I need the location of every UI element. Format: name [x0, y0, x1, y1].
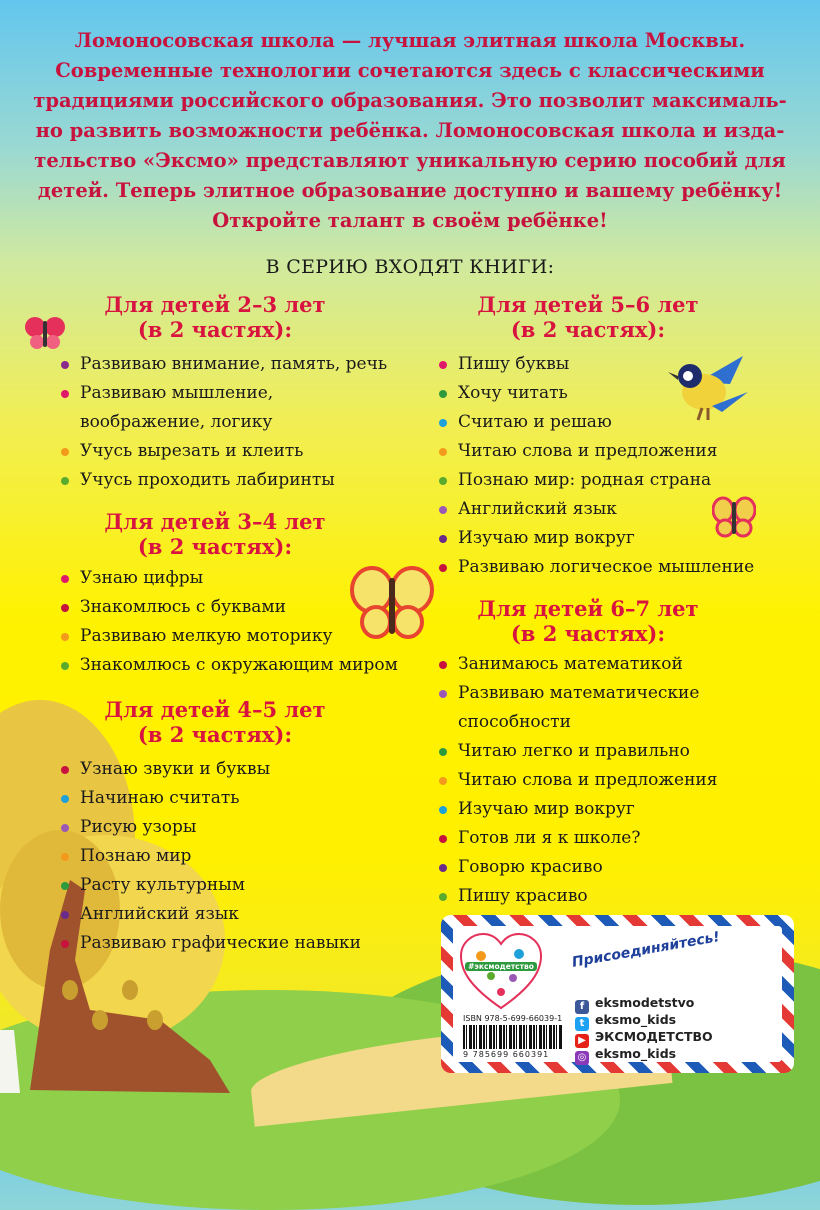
bullet-icon: [61, 766, 69, 774]
group-5-6: [438, 292, 738, 342]
bullet-icon: [61, 361, 69, 369]
bullet-icon: [439, 448, 447, 456]
book-title: Готов ли я к школе?: [458, 828, 641, 848]
book-title: Считаю и решаю: [458, 412, 612, 432]
book-title: Познаю мир: родная страна: [458, 470, 712, 490]
youtube-icon: ▶: [575, 1034, 589, 1048]
book-title: Занимаюсь математикой: [458, 654, 683, 674]
book-list-3-4: [60, 564, 410, 680]
list-item: [438, 882, 778, 911]
book-title: Пишу буквы: [458, 354, 570, 374]
social-label: ЭКСМОДЕТСТВО: [595, 1029, 713, 1044]
group-title: Для детей 5–6 лет: [477, 292, 699, 317]
bullet-icon: [61, 824, 69, 832]
airmail-sticker: [453, 926, 782, 1062]
book-title: Английский язык: [458, 499, 617, 519]
book-list-2-3: [60, 350, 390, 495]
birch-trunk: [0, 1030, 20, 1093]
list-item: [438, 679, 748, 737]
book-title: Рисую узоры: [80, 817, 197, 837]
list-item: [60, 871, 390, 900]
bullet-icon: [61, 604, 69, 612]
list-item: [60, 842, 390, 871]
book-title: Пишу красиво: [458, 886, 588, 906]
intro-line: Современные технологии сочетаются здесь с классическими: [55, 59, 765, 82]
list-item: [60, 466, 390, 495]
book-title: Развиваю мелкую моторику: [80, 626, 333, 646]
group-title: Для детей 4–5 лет: [104, 697, 326, 722]
book-title: Знакомлюсь с буквами: [80, 597, 286, 617]
list-item: [438, 853, 778, 882]
book-title: Развиваю внимание, память, речь: [80, 354, 388, 374]
book-title: Учусь проходить лабиринты: [80, 470, 335, 490]
bullet-icon: [439, 419, 447, 427]
list-item: [60, 622, 410, 651]
intro-line: традициями российского образования. Это позволит максималь-: [33, 89, 787, 112]
social-facebook[interactable]: [575, 994, 694, 1012]
group-title: Для детей 2–3 лет: [104, 292, 326, 317]
barcode-digits: 9 785699 660391: [463, 1050, 550, 1059]
book-title: Говорю красиво: [458, 857, 603, 877]
intro-line: детей. Теперь элитное образование доступно и вашему ребёнку!: [37, 179, 783, 202]
book-title: Начинаю считать: [80, 788, 240, 808]
group-subtitle: (в 2 частях):: [510, 317, 666, 342]
book-title: Читаю легко и правильно: [458, 741, 690, 761]
book-title: Расту культурным: [80, 875, 245, 895]
social-twitter[interactable]: [575, 1011, 676, 1029]
bullet-icon: [61, 448, 69, 456]
barcode: [463, 1025, 563, 1049]
intro-line: Откройте талант в своём ребёнке!: [212, 209, 608, 232]
list-item: [438, 795, 778, 824]
book-title: Читаю слова и предложения: [458, 441, 718, 461]
list-item: [438, 553, 778, 582]
group-subtitle: (в 2 частях):: [137, 722, 293, 747]
list-item: [60, 350, 390, 379]
book-title: Познаю мир: [80, 846, 192, 866]
list-item: [60, 755, 390, 784]
bullet-icon: [439, 806, 447, 814]
book-title: Хочу читать: [458, 383, 568, 403]
list-item: [60, 564, 410, 593]
bullet-icon: [439, 361, 447, 369]
book-title: Читаю слова и предложения: [458, 770, 718, 790]
bullet-icon: [61, 662, 69, 670]
list-item: [438, 766, 778, 795]
group-2-3: [60, 292, 370, 342]
list-item: [438, 466, 778, 495]
social-label: eksmo_kids: [595, 1046, 677, 1061]
bullet-icon: [439, 835, 447, 843]
bullet-icon: [439, 748, 447, 756]
bullet-icon: [439, 777, 447, 785]
series-title: В СЕРИЮ ВХОДЯТ КНИГИ:: [265, 256, 555, 278]
social-youtube[interactable]: [575, 1028, 713, 1046]
intro-line: тельство «Эксмо» представляют уникальную серию пособий для: [34, 149, 786, 172]
twitter-icon: t: [575, 1017, 589, 1031]
group-title: Для детей 3–4 лет: [104, 509, 326, 534]
book-title: Развиваю мышление, воображение, логику: [80, 383, 274, 432]
book-title: Учусь вырезать и клеить: [80, 441, 304, 461]
list-item: [438, 824, 778, 853]
book-list-5-6: [438, 350, 778, 582]
book-title: Развиваю математические способности: [458, 683, 700, 732]
book-title: Знакомлюсь с окружающим миром: [80, 655, 398, 675]
book-title: Узнаю звуки и буквы: [80, 759, 271, 779]
group-3-4: [60, 509, 370, 559]
bullet-icon: [61, 911, 69, 919]
list-item: [60, 784, 390, 813]
heart-label: #эксмодетство: [465, 962, 537, 971]
bullet-icon: [61, 390, 69, 398]
bullet-icon: [439, 506, 447, 514]
list-item: [60, 651, 410, 680]
social-links: [575, 994, 775, 1064]
social-instagram[interactable]: [575, 1045, 676, 1063]
social-label: eksmodetstvo: [595, 995, 695, 1010]
book-title: Развиваю графические навыки: [80, 933, 361, 953]
bullet-icon: [439, 535, 447, 543]
bullet-icon: [439, 661, 447, 669]
book-title: Развиваю логическое мышление: [458, 557, 755, 577]
list-item: [438, 408, 778, 437]
bullet-icon: [61, 575, 69, 583]
heart-icon: [459, 932, 543, 1012]
intro-line: но развить возможности ребёнка. Ломоносовская школа и изда-: [35, 119, 785, 142]
intro-line: Ломоносовская школа — лучшая элитная школа Москвы.: [74, 29, 746, 52]
bullet-icon: [439, 690, 447, 698]
book-title: Изучаю мир вокруг: [458, 528, 635, 548]
list-item: [60, 379, 370, 437]
list-item: [438, 524, 778, 553]
bullet-icon: [439, 864, 447, 872]
group-4-5: [60, 697, 370, 747]
book-list-6-7: [438, 650, 778, 911]
list-item: [438, 650, 778, 679]
isbn-label: ISBN 978-5-699-66039-1: [463, 1014, 563, 1023]
bullet-icon: [61, 795, 69, 803]
social-label: eksmo_kids: [595, 1012, 677, 1027]
instagram-icon: ◎: [575, 1051, 589, 1065]
bullet-icon: [61, 853, 69, 861]
bullet-icon: [439, 893, 447, 901]
group-title: Для детей 6–7 лет: [477, 596, 699, 621]
book-title: Изучаю мир вокруг: [458, 799, 635, 819]
group-subtitle: (в 2 частях):: [510, 621, 666, 646]
list-item: [60, 929, 390, 958]
group-subtitle: (в 2 частях):: [137, 317, 293, 342]
book-title: Английский язык: [80, 904, 239, 924]
bullet-icon: [61, 882, 69, 890]
list-item: [60, 813, 390, 842]
bullet-icon: [61, 477, 69, 485]
bullet-icon: [439, 390, 447, 398]
list-item: [60, 437, 390, 466]
intro-paragraph: [20, 26, 800, 236]
list-item: [438, 495, 778, 524]
bullet-icon: [61, 940, 69, 948]
facebook-icon: f: [575, 1000, 589, 1014]
book-title: Узнаю цифры: [80, 568, 204, 588]
list-item: [438, 350, 778, 379]
group-subtitle: (в 2 частях):: [137, 534, 293, 559]
join-label: Присоединяйтесь!: [570, 929, 721, 971]
group-6-7: [438, 596, 738, 646]
bullet-icon: [439, 477, 447, 485]
list-item: [438, 437, 778, 466]
list-item: [60, 593, 410, 622]
list-item: [60, 900, 390, 929]
bullet-icon: [439, 564, 447, 572]
list-item: [438, 737, 778, 766]
bullet-icon: [61, 633, 69, 641]
book-list-4-5: [60, 755, 390, 958]
list-item: [438, 379, 778, 408]
